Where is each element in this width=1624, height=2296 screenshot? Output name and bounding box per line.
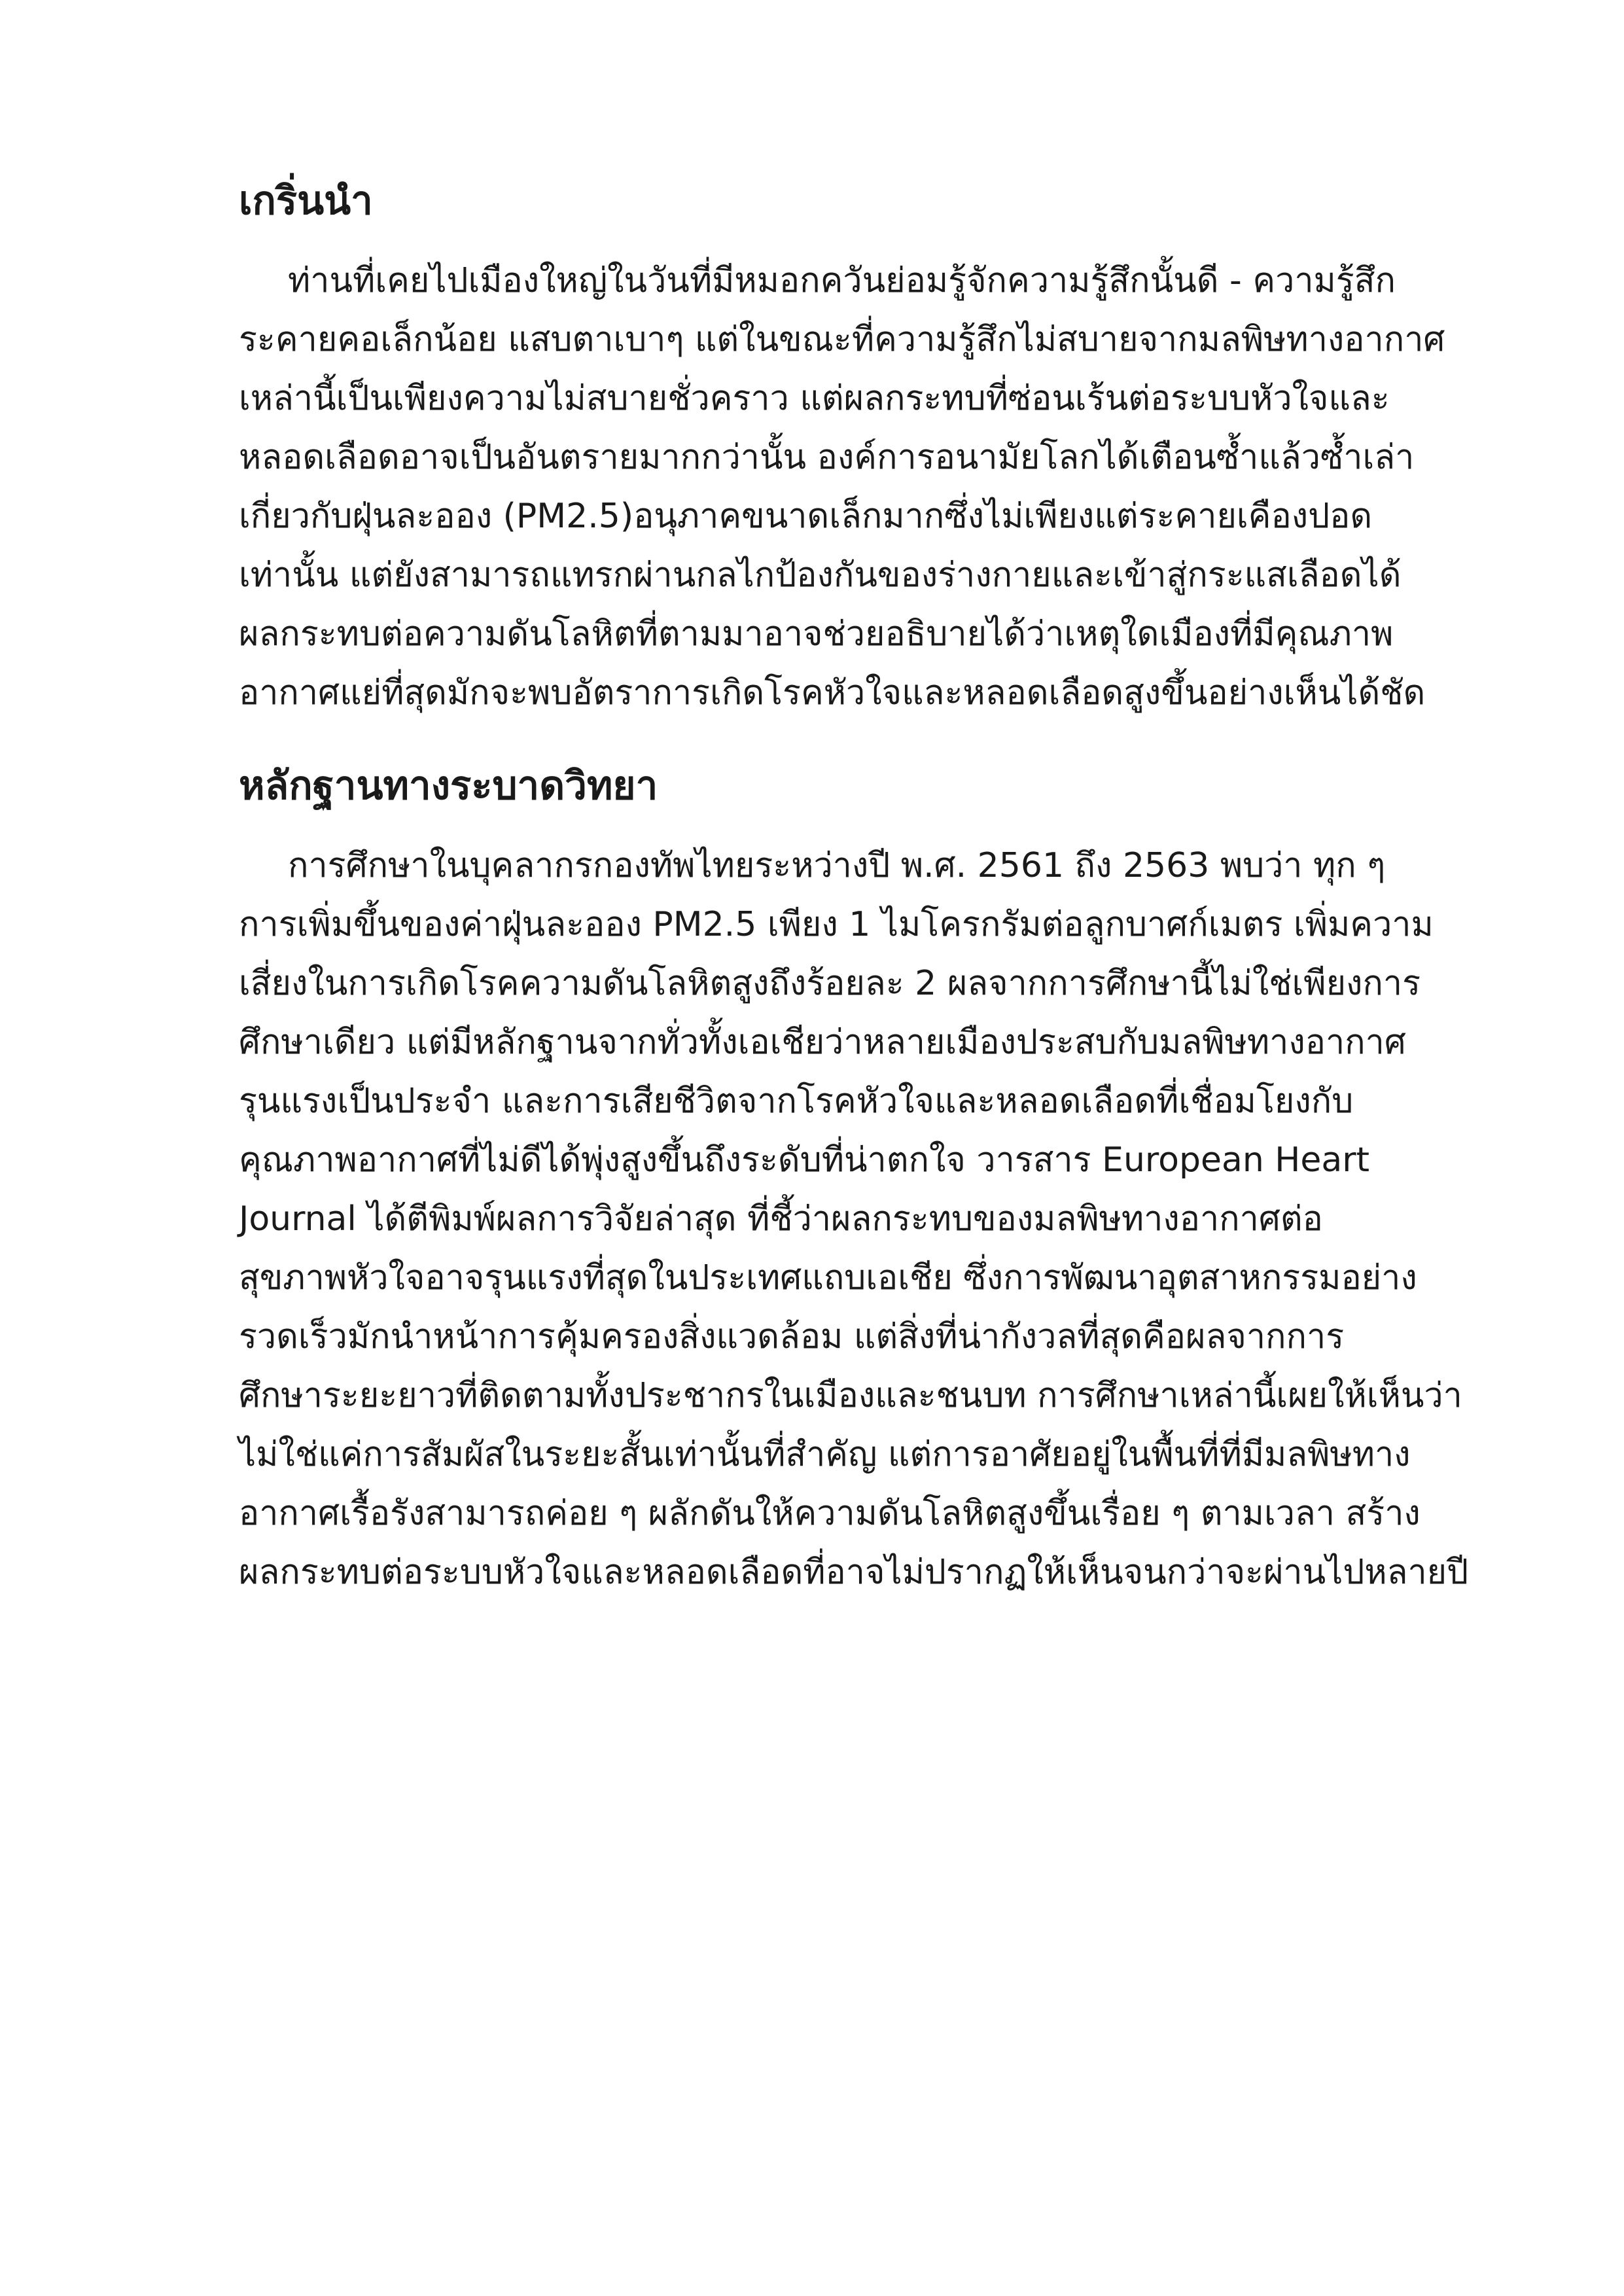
section-epidemiological-evidence	[239, 760, 1554, 1602]
paragraph-line: เกี่ยวกับฝุ่นละออง (PM2.5)อนุภาคขนาดเล็กมากซึ่งไม่เพียงแต่ระคายเคืองปอด	[239, 497, 1373, 536]
paragraph-line: ศึกษาระยะยาวที่ติดตามทั้งประชากรในเมืองและชนบท การศึกษาเหล่านี้เผยให้เห็นว่า	[239, 1376, 1462, 1415]
paragraph-line: ศึกษาเดียว แต่มีหลักฐานจากทั่วทั้งเอเชียว่าหลายเมืองประสบกับมลพิษทางอากาศ	[239, 1023, 1406, 1062]
paragraph-line: รวดเร็วมักนำหน้าการคุ้มครองสิ่งแวดล้อม แต่สิ่งที่น่ากังวลที่สุดคือผลจากการ	[239, 1317, 1345, 1356]
document-body	[239, 175, 1554, 1602]
paragraph	[239, 836, 1554, 1602]
paragraph-line: เท่านั้น แต่ยังสามารถแทรกผ่านกลไกป้องกันของร่างกายและเข้าสู่กระแสเลือดได้	[239, 556, 1402, 595]
paragraph-line: Journal ได้ตีพิมพ์ผลการวิจัยล่าสุด ที่ชี้ว่าผลกระทบของมลพิษทางอากาศต่อ	[239, 1199, 1323, 1239]
paragraph-line: สุขภาพหัวใจอาจรุนแรงที่สุดในประเทศแถบเอเชีย ซึ่งการพัฒนาอุตสาหกรรมอย่าง	[239, 1258, 1417, 1298]
paragraph-line: ผลกระทบต่อความดันโลหิตที่ตามมาอาจช่วยอธิบายได้ว่าเหตุใดเมืองที่มีคุณภาพ	[239, 614, 1394, 654]
paragraph-line: ท่านที่เคยไปเมืองใหญ่ในวันที่มีหมอกควันย่อมรู้จักความรู้สึกนั้นดี - ความรู้สึก	[288, 261, 1396, 300]
section-heading: หลักฐานทางระบาดวิทยา	[239, 763, 658, 809]
paragraph-line: เหล่านี้เป็นเพียงความไม่สบายชั่วคราว แต่ผลกระทบที่ซ่อนเร้นต่อระบบหัวใจและ	[239, 379, 1390, 418]
paragraph-line: หลอดเลือดอาจเป็นอันตรายมากกว่านั้น องค์การอนามัยโลกได้เตือนซ้ำแล้วซ้ำเล่า	[239, 438, 1415, 477]
section-heading: เกริ่นนำ	[239, 178, 373, 224]
paragraph-line: อากาศแย่ที่สุดมักจะพบอัตราการเกิดโรคหัวใจและหลอดเลือดสูงขึ้นอย่างเห็นได้ชัด	[239, 673, 1426, 713]
paragraph	[239, 251, 1554, 722]
paragraph-line: ไม่ใช่แค่การสัมผัสในระยะสั้นเท่านั้นที่สำคัญ แต่การอาศัยอยู่ในพื้นที่ที่มีมลพิษทาง	[239, 1435, 1411, 1474]
paragraph-line: คุณภาพอากาศที่ไม่ดีได้พุ่งสูงขึ้นถึงระดับที่น่าตกใจ วารสาร European Heart	[239, 1140, 1370, 1180]
paragraph-line: การเพิ่มขึ้นของค่าฝุ่นละออง PM2.5 เพียง 1 ไมโครกรัมต่อลูกบาศก์เมตร เพิ่มความ	[239, 905, 1434, 944]
paragraph-line: ระคายคอเล็กน้อย แสบตาเบาๆ แต่ในขณะที่ความรู้สึกไม่สบายจากมลพิษทางอากาศ	[239, 320, 1445, 359]
paragraph-line: อากาศเรื้อรังสามารถค่อย ๆ ผลักดันให้ความดันโลหิตสูงขึ้นเรื่อย ๆ ตามเวลา สร้าง	[239, 1494, 1421, 1533]
paragraph-line: ผลกระทบต่อระบบหัวใจและหลอดเลือดที่อาจไม่ปรากฏให้เห็นจนกว่าจะผ่านไปหลายปี	[239, 1553, 1469, 1592]
paragraph-line: เสี่ยงในการเกิดโรคความดันโลหิตสูงถึงร้อยละ 2 ผลจากการศึกษานี้ไม่ใช่เพียงการ	[239, 964, 1421, 1003]
paragraph-line: รุนแรงเป็นประจำ และการเสียชีวิตจากโรคหัวใจและหลอดเลือดที่เชื่อมโยงกับ	[239, 1082, 1354, 1121]
section-introduction	[239, 175, 1554, 722]
paragraph-line: การศึกษาในบุคลากรกองทัพไทยระหว่างปี พ.ศ. 2561 ถึง 2563 พบว่า ทุก ๆ	[288, 846, 1386, 885]
